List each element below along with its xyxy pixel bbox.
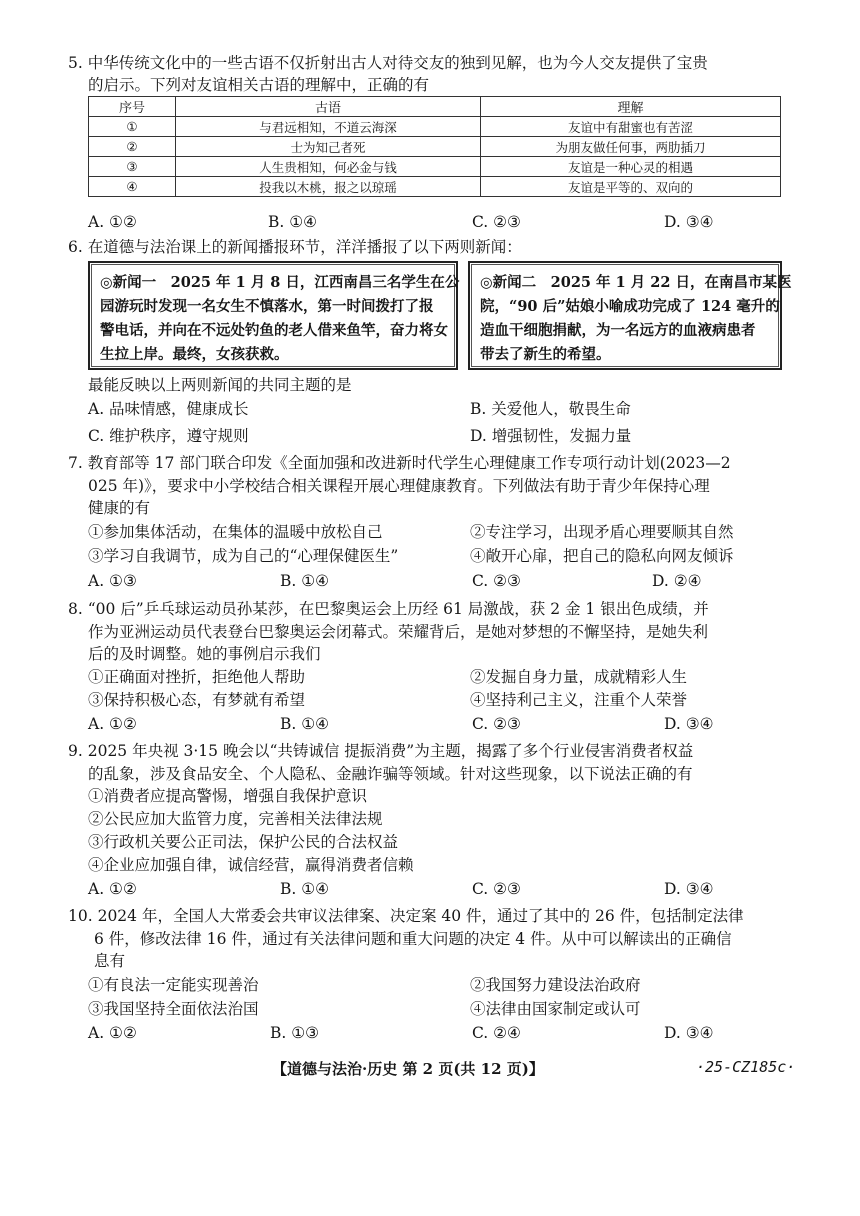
- paper-code: ·25-CZ185c·: [696, 1058, 796, 1076]
- q8-option-a[interactable]: A. ①②: [88, 715, 137, 733]
- q7-item-1: ①参加集体活动，在集体的温暖中放松自己: [88, 523, 383, 541]
- table-cell: ②: [89, 137, 176, 157]
- q5-option-b[interactable]: B. ①④: [268, 213, 318, 231]
- q9-item-2: ②公民应加大监管力度，完善相关法律法规: [88, 810, 383, 828]
- q10-option-b[interactable]: B. ①③: [270, 1024, 320, 1042]
- news2-line: ◎新闻二 2025 年 1 月 22 日，在南昌市某医: [480, 274, 792, 291]
- q9-option-b[interactable]: B. ①④: [280, 880, 330, 898]
- table-cell: 投我以木桃，报之以琼瑶: [176, 177, 481, 197]
- q5-table: [88, 96, 781, 197]
- q5-option-a[interactable]: A. ①②: [88, 213, 137, 231]
- q6-option-c[interactable]: C. 维护秩序，遵守规则: [88, 427, 249, 445]
- table-row: [89, 177, 781, 197]
- q5-option-c[interactable]: C. ②③: [472, 213, 521, 231]
- q10-item-2: ②我国努力建设法治政府: [470, 976, 641, 994]
- q9-option-c[interactable]: C. ②③: [472, 880, 521, 898]
- news1-line: ◎新闻一 2025 年 1 月 8 日，江西南昌三名学生在公: [100, 274, 460, 291]
- q6-option-d[interactable]: D. 增强韧性，发掘力量: [470, 427, 632, 445]
- q8-item-2: ②发掘自身力量，成就精彩人生: [470, 668, 688, 686]
- table-cell: 友谊中有甜蜜也有苦涩: [481, 117, 781, 137]
- q6-stem: 6. 在道德与法治课上的新闻播报环节，洋洋播报了以下两则新闻：: [68, 238, 522, 256]
- news-box-2: [468, 261, 792, 370]
- q5-stem-line2: 的启示。下列对友谊相关古语的理解中，正确的有: [88, 76, 430, 94]
- q9-stem-line1: 9. 2025 年央视 3·15 晚会以“共铸诚信 提振消费”为主题，揭露了多个行业侵害消费者权益: [68, 742, 694, 760]
- news1-line: 生拉上岸。最终，女孩获救。: [100, 346, 289, 363]
- q7-item-2: ②专注学习，出现矛盾心理要顺其自然: [470, 523, 734, 541]
- news2-line: 造血干细胞捐献，为一名远方的血液病患者: [480, 322, 756, 339]
- q9-item-1: ①消费者应提高警惕，增强自我保护意识: [88, 787, 368, 805]
- table-cell: ①: [89, 117, 176, 137]
- q8-stem-line1: 8. “00 后”乒乓球运动员孙某莎，在巴黎奥运会上历经 61 局激战，获 2 金 1 银出色成绩，并: [68, 600, 709, 618]
- q10-item-3: ③我国坚持全面依法治国: [88, 1000, 259, 1018]
- news1-line: 警电话，并向在不远处钓鱼的老人借来鱼竿，奋力将女: [100, 322, 448, 339]
- q7-stem-line1: 7. 教育部等 17 部门联合印发《全面加强和改进新时代学生心理健康工作专项行动计划(2023—2: [68, 454, 731, 472]
- q7-item-3: ③学习自我调节，成为自己的“心理保健医生”: [88, 547, 399, 565]
- q10-option-a[interactable]: A. ①②: [88, 1024, 137, 1042]
- q6-option-a[interactable]: A. 品味情感，健康成长: [88, 400, 249, 418]
- news2-line: 带去了新生的希望。: [480, 346, 611, 363]
- table-cell: 人生贵相知，何必金与钱: [176, 157, 481, 177]
- q10-option-c[interactable]: C. ②④: [472, 1024, 521, 1042]
- q7-stem-line2: 025 年)》，要求中小学校结合相关课程开展心理健康教育。下列做法有助于青少年保持心理: [88, 477, 710, 495]
- page-footer: 【道德与法治·历史 第 2 页(共 12 页)】: [272, 1060, 544, 1078]
- table-header: 古语: [176, 97, 481, 117]
- q6-question: 最能反映以上两则新闻的共同主题的是: [88, 376, 352, 394]
- q10-item-1: ①有良法一定能实现善治: [88, 976, 259, 994]
- q5-stem-line1: 5. 中华传统文化中的一些古语不仅折射出古人对待交友的独到见解，也为今人交友提供了宝贵: [68, 54, 708, 72]
- table-cell: 友谊是平等的、双向的: [481, 177, 781, 197]
- q7-stem-line3: 健康的有: [88, 499, 151, 517]
- q7-item-4: ④敞开心扉，把自己的隐私向网友倾诉: [470, 547, 734, 565]
- q7-option-d[interactable]: D. ②④: [652, 572, 702, 590]
- table-cell: ③: [89, 157, 176, 177]
- q8-item-4: ④坚持利己主义，注重个人荣誉: [470, 691, 688, 709]
- q10-stem-line1: 10. 2024 年，全国人大常委会共审议法律案、决定案 40 件，通过了其中的 26 件，包括制定法律: [68, 907, 744, 925]
- q9-item-4: ④企业应加强自律，诚信经营，赢得消费者信赖: [88, 856, 414, 874]
- table-cell: 友谊是一种心灵的相遇: [481, 157, 781, 177]
- news1-line: 园游玩时发现一名女生不慎落水，第一时间拨打了报: [100, 298, 434, 315]
- q10-item-4: ④法律由国家制定或认可: [470, 1000, 641, 1018]
- table-cell: 为朋友做任何事，两肋插刀: [481, 137, 781, 157]
- table-header: 序号: [89, 97, 176, 117]
- table-row: [89, 117, 781, 137]
- q9-option-d[interactable]: D. ③④: [664, 880, 714, 898]
- q5-option-d[interactable]: D. ③④: [664, 213, 714, 231]
- news-box-1: [88, 261, 458, 370]
- q10-stem-line2: 6 件，修改法律 16 件，通过有关法律问题和重大问题的决定 4 件。从中可以解读出的正确信: [94, 930, 732, 948]
- q6-option-b[interactable]: B. 关爱他人，敬畏生命: [470, 400, 631, 418]
- table-cell: 与君远相知，不道云海深: [176, 117, 481, 137]
- table-cell: 士为知己者死: [176, 137, 481, 157]
- q8-item-1: ①正确面对挫折，拒绝他人帮助: [88, 668, 306, 686]
- q8-stem-line3: 后的及时调整。她的事例启示我们: [88, 645, 321, 663]
- table-row: [89, 157, 781, 177]
- q9-stem-line2: 的乱象，涉及食品安全、个人隐私、金融诈骗等领域。针对这些现象，以下说法正确的有: [88, 765, 693, 783]
- q8-option-c[interactable]: C. ②③: [472, 715, 521, 733]
- q8-option-d[interactable]: D. ③④: [664, 715, 714, 733]
- q8-item-3: ③保持积极心态，有梦就有希望: [88, 691, 306, 709]
- table-cell: ④: [89, 177, 176, 197]
- q9-option-a[interactable]: A. ①②: [88, 880, 137, 898]
- news2-line: 院，“90 后”姑娘小喻成功完成了 124 毫升的: [480, 298, 780, 315]
- q9-item-3: ③行政机关要公正司法，保护公民的合法权益: [88, 833, 399, 851]
- q10-option-d[interactable]: D. ③④: [664, 1024, 714, 1042]
- q7-option-a[interactable]: A. ①③: [88, 572, 137, 590]
- table-header: 理解: [481, 97, 781, 117]
- q10-stem-line3: 息有: [94, 952, 126, 970]
- q7-option-c[interactable]: C. ②③: [472, 572, 521, 590]
- q8-stem-line2: 作为亚洲运动员代表登台巴黎奥运会闭幕式。荣耀背后，是她对梦想的不懈坚持，是她失利: [88, 623, 709, 641]
- q8-option-b[interactable]: B. ①④: [280, 715, 330, 733]
- table-row: [89, 137, 781, 157]
- table-header-row: [89, 97, 781, 117]
- q7-option-b[interactable]: B. ①④: [280, 572, 330, 590]
